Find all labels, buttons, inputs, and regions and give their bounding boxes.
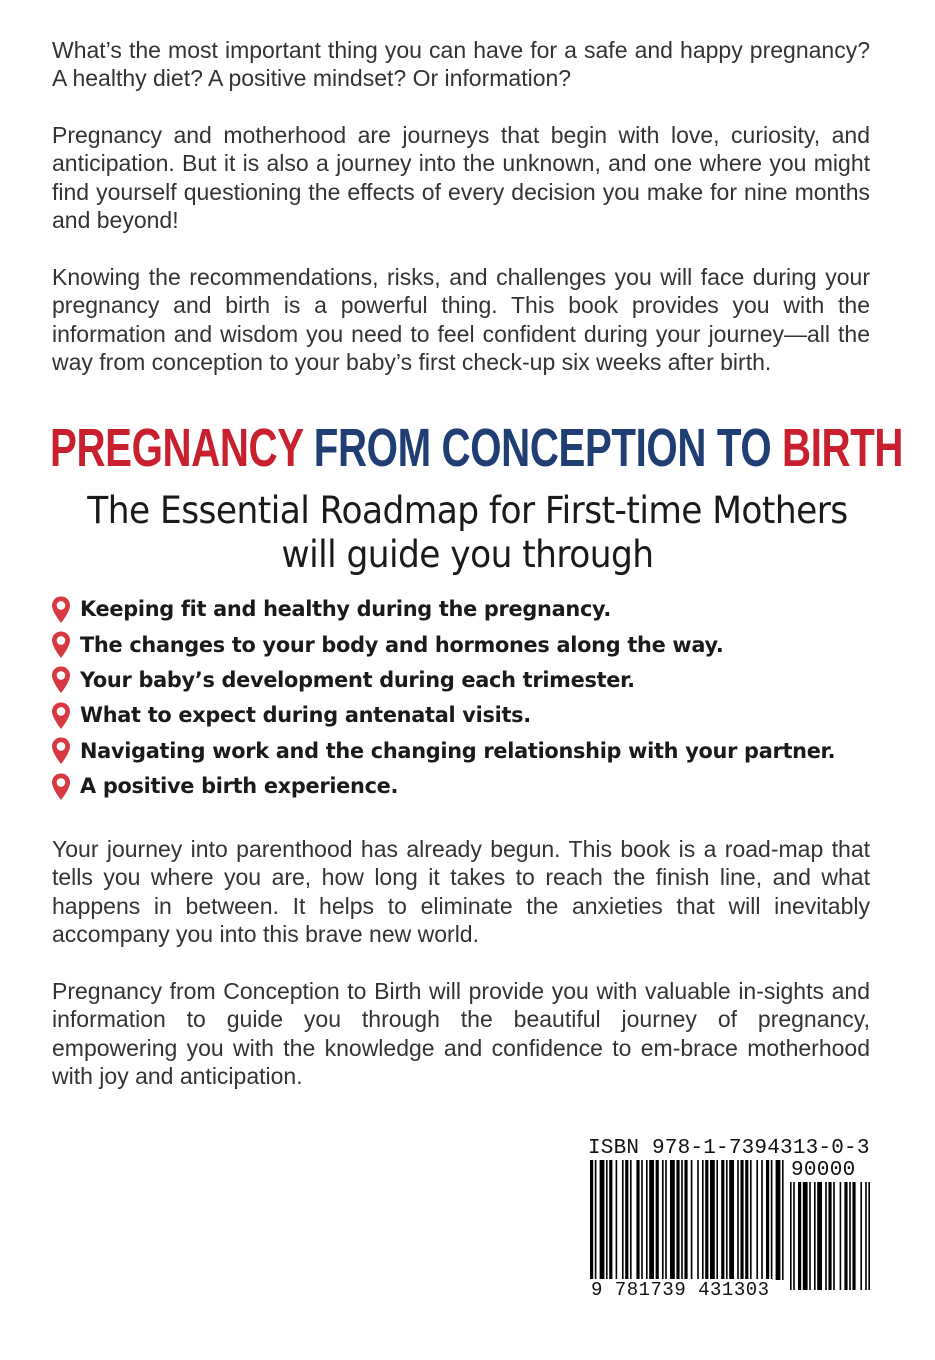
isbn-label: ISBN 978-1-7394313-0-3 — [588, 1137, 870, 1160]
intro-paragraph-2: Pregnancy and motherhood are journeys that begin with love, curiosity, and anticipation. But it is also a journey into the unknown, and one where you might find yourself questioning the effects of every decision you make for nine months and beyond! — [52, 122, 870, 233]
feature-list-item — [50, 734, 910, 769]
barcode-bar — [670, 1160, 675, 1280]
barcode-bar — [702, 1160, 704, 1280]
barcode-bar — [750, 1160, 752, 1280]
title-word-birth: BIRTH — [782, 418, 904, 478]
barcode-bar — [745, 1160, 748, 1280]
barcode-bar — [771, 1160, 773, 1280]
map-pin-icon — [50, 630, 72, 660]
feature-list-item — [50, 592, 910, 627]
barcode-bar — [600, 1160, 605, 1280]
addon-barcode-bar — [825, 1182, 827, 1290]
barcode-bar — [606, 1160, 608, 1280]
addon-barcode-bar — [790, 1182, 792, 1290]
map-pin-icon — [50, 595, 72, 625]
feature-list-item — [50, 698, 910, 733]
barcode-bar — [729, 1160, 734, 1280]
addon-barcode-bar — [868, 1182, 870, 1290]
feature-text: Navigating work and the changing relationship with your partner. — [80, 738, 836, 764]
barcode-bar — [662, 1160, 664, 1280]
barcode-bar — [616, 1160, 618, 1280]
barcode-bar — [622, 1160, 624, 1280]
map-pin-icon — [50, 772, 72, 802]
addon-barcode-bar — [828, 1182, 831, 1290]
addon-barcode-bar — [860, 1182, 862, 1290]
barcode-bar — [737, 1160, 739, 1280]
addon-barcode-bar — [844, 1182, 847, 1290]
addon-barcode-bar — [852, 1182, 855, 1290]
barcode-bar — [595, 1160, 597, 1280]
addon-barcode-bar — [840, 1182, 842, 1290]
subtitle-line-2: will guide you through — [281, 533, 654, 576]
feature-list-item — [50, 769, 910, 804]
addon-barcode-bar — [793, 1182, 795, 1290]
intro-paragraph-3: Knowing the recommendations, risks, and challenges you will face during your pregnancy and birth is a powerful thing. This book provides you with the information and wisdom you need to feel confident during your journey—all the way from conception to your baby’s first check-up six weeks after birth. — [52, 264, 870, 375]
barcode-bar — [641, 1160, 643, 1280]
subtitle-line-1: The Essential Roadmap for First-time Mothers — [87, 489, 848, 532]
barcode-bar — [681, 1160, 683, 1280]
barcode-bar — [636, 1160, 639, 1280]
addon-barcode-bar — [803, 1182, 808, 1290]
price-code: 90000 — [791, 1159, 856, 1182]
addon-barcode-bar — [798, 1182, 801, 1290]
barcode-bar — [684, 1160, 687, 1280]
outro-paragraph-2: Pregnancy from Conception to Birth will provide you with valuable in-sights and information to guide you through the beautiful journey of pregnancy, empowering you with the knowledge and confidence to em-brace motherhood with joy and anticipation. — [52, 978, 870, 1089]
book-title-headline — [50, 418, 904, 478]
feature-text: The changes to your body and hormones along the way. — [80, 632, 724, 658]
barcode-bar — [691, 1160, 693, 1280]
barcode-bar — [721, 1160, 724, 1280]
barcode-bar — [776, 1160, 781, 1280]
barcode — [590, 1160, 874, 1290]
outro-paragraph-1: Your journey into parenthood has already begun. This book is a road-map that tells you where you are, how long it takes to reach the finish line, and what happens in between. It helps to eliminate the anxieties that will inevitably accompany you into this brave new world. — [52, 836, 870, 947]
barcode-bar — [665, 1160, 667, 1280]
barcode-bar — [705, 1160, 708, 1280]
addon-barcode-bar — [865, 1182, 867, 1290]
barcode-bar — [590, 1160, 593, 1280]
barcode-bar — [656, 1160, 659, 1280]
barcode-bar — [710, 1160, 715, 1280]
barcode-bar — [676, 1160, 679, 1280]
map-pin-icon — [50, 701, 72, 731]
barcode-bar — [726, 1160, 728, 1280]
barcode-bar — [649, 1160, 654, 1280]
feature-text: Your baby’s development during each trimester. — [80, 667, 635, 693]
addon-barcode-bar — [817, 1182, 822, 1290]
barcode-bar — [697, 1160, 699, 1280]
addon-barcode-bar — [814, 1182, 816, 1290]
addon-barcode-bar — [833, 1182, 835, 1290]
feature-text: What to expect during antenatal visits. — [80, 703, 531, 729]
barcode-bar — [646, 1160, 648, 1280]
feature-list — [50, 592, 910, 804]
title-words-middle: FROM CONCEPTION TO — [313, 418, 772, 478]
map-pin-icon — [50, 665, 72, 695]
barcode-bar — [761, 1160, 763, 1280]
map-pin-icon — [50, 736, 72, 766]
barcode-bar — [756, 1160, 758, 1280]
barcode-bar — [609, 1160, 612, 1280]
addon-barcode-bar — [809, 1182, 811, 1290]
feature-list-item — [50, 663, 910, 698]
barcode-bar — [625, 1160, 628, 1280]
barcode-bar — [740, 1160, 743, 1280]
barcode-bar — [766, 1160, 769, 1280]
feature-list-item — [50, 627, 910, 662]
feature-text: A positive birth experience. — [80, 774, 399, 800]
title-word-pregnancy: PREGNANCY — [50, 418, 303, 478]
addon-barcode-bar — [849, 1182, 851, 1290]
barcode-bar — [630, 1160, 632, 1280]
feature-text: Keeping fit and healthy during the pregnancy. — [80, 597, 612, 623]
barcode-bar — [782, 1160, 784, 1280]
intro-paragraph-1: What’s the most important thing you can have for a safe and happy pregnancy? A healthy diet? A positive mindset? Or information? — [52, 37, 870, 92]
ean-digits: 9 781739 431303 — [591, 1279, 770, 1301]
barcode-bar — [716, 1160, 718, 1280]
